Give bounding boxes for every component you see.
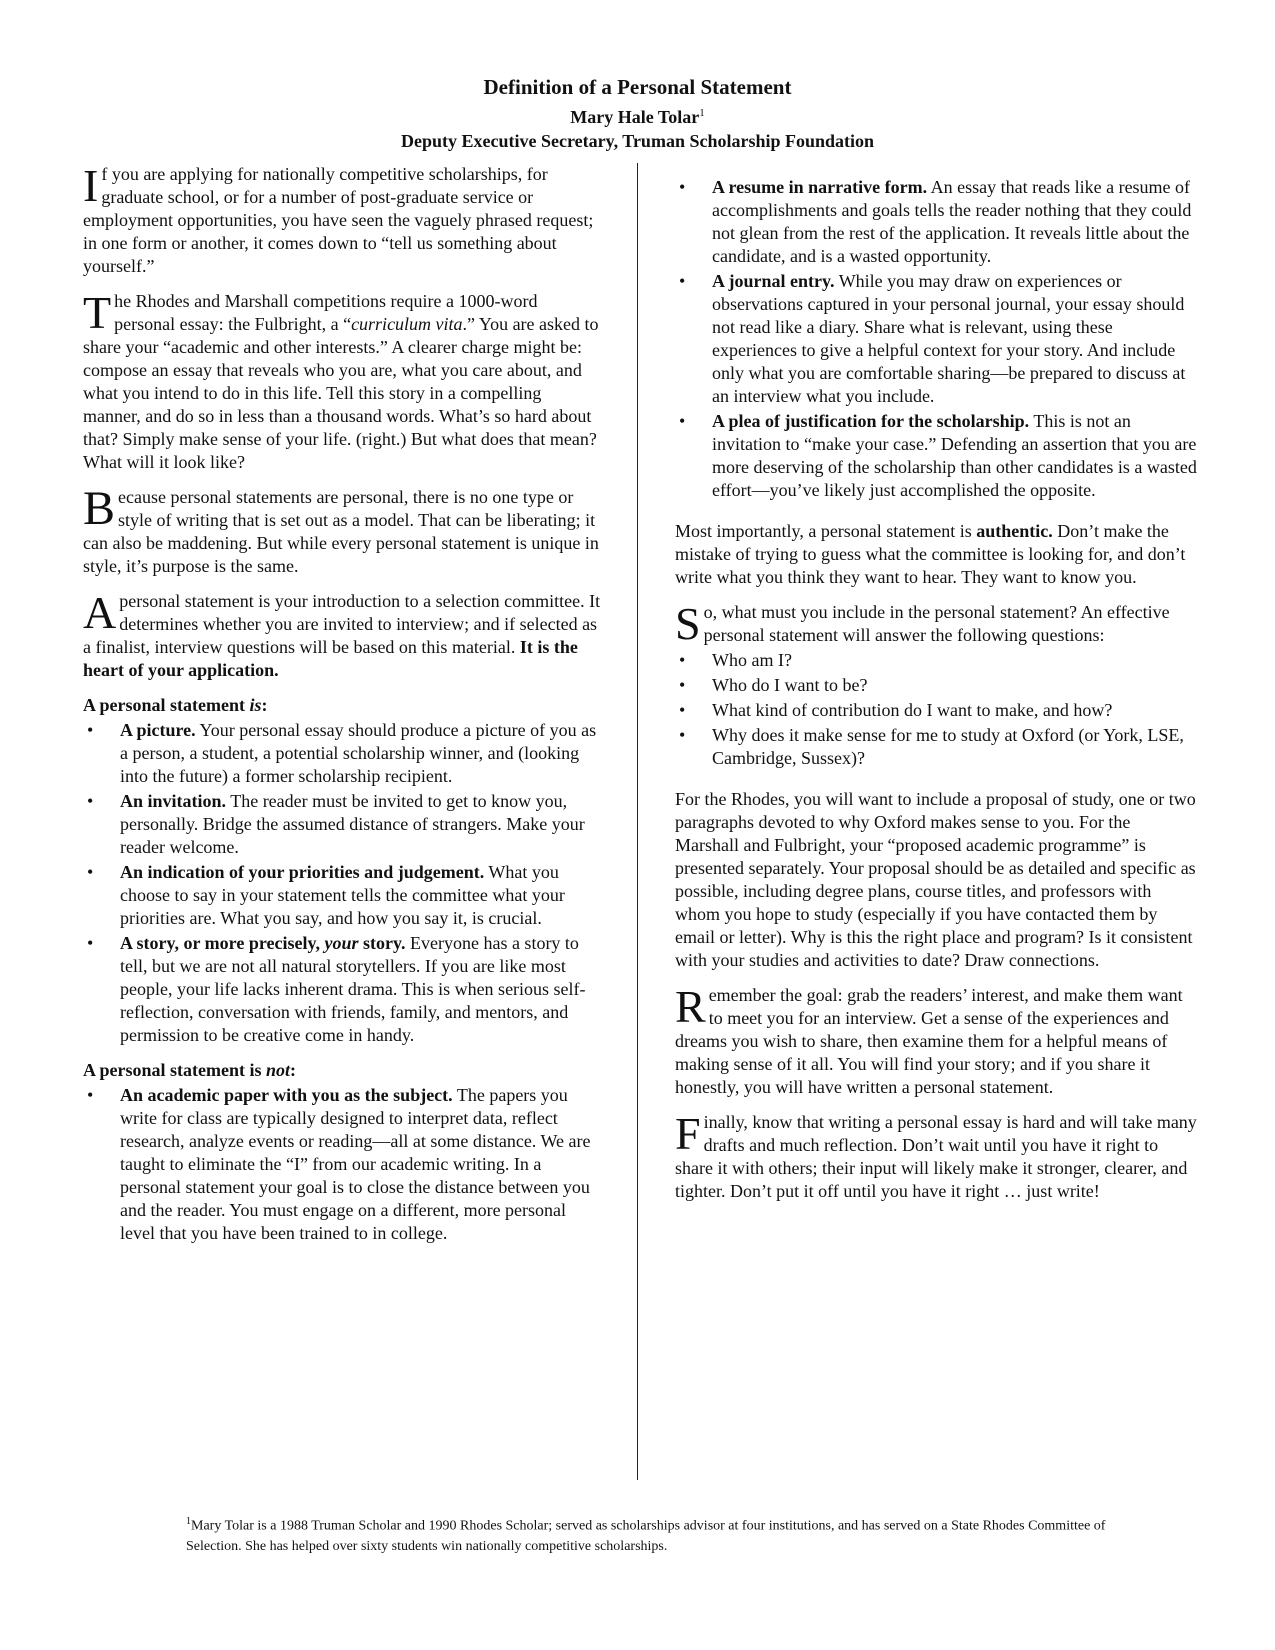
paragraph-authentic [675,520,1197,589]
footnote-marker: 1 [186,1516,191,1527]
list-item [675,410,1197,502]
list-item [675,270,1197,408]
item-body: The papers you write for class are typically designed to interpret data, reflect research, analyze events or reading—all at some distance. We are taught to eliminate the “I” from our academic writing. In a personal statement your goal is to close the distance between you and the reader. You must engage on a different, more personal level that you have been trained to in college. [120,1085,591,1243]
drop-cap: A [83,587,117,638]
paragraph-rhodes-marshall [83,287,601,474]
question-text: What kind of contribution do I want to make, and how? [712,700,1113,720]
drop-cap: R [675,981,706,1032]
bold-text: It is the heart of your application. [83,637,578,680]
paragraph-text: personal statement is your introduction to a selection committee. It determines whether you are invited to interview; and if selected as a finalist, interview questions will be based on this material. [83,591,601,657]
list-item [83,790,601,859]
bullet-icon: • [679,700,686,720]
item-lead [120,933,405,953]
right-column [675,176,1197,1215]
left-column [83,160,601,1257]
list-item [675,674,1197,697]
bullet-icon: • [87,791,94,811]
paragraph-introduction [83,587,601,682]
bullet-icon: • [87,933,94,953]
paragraph-text: inally, know that writing a personal essay is hard and will take many drafts and much reflection. Don’t wait until you have it right to share it with others; their input will likely make it stronger, clearer, and tighter. Don’t put it off until you have it right … just write! [675,1112,1197,1201]
drop-cap: T [83,287,112,338]
item-lead-text: story. [358,933,406,953]
bullet-icon: • [679,650,686,670]
item-lead: A picture. [120,720,196,740]
item-lead: An invitation. [120,791,227,811]
item-lead: A plea of justification for the scholarship. [712,411,1030,431]
paragraph-finally [675,1108,1197,1203]
list-item [675,649,1197,672]
question-text: Why does it make sense for me to study at Oxford (or York, LSE, Cambridge, Sussex)? [712,725,1184,768]
paragraph-text: Most importantly, a personal statement is [675,521,977,541]
paragraph-intro [83,160,601,278]
bullet-icon: • [679,411,686,431]
drop-cap: F [675,1108,701,1159]
paragraph-so [675,598,1197,649]
paragraph-text: o, what must you include in the personal statement? An effective personal statement will answer the following questions: [703,602,1170,645]
heading-text: A personal statement is [83,1060,266,1080]
footnote-text: Mary Tolar is a 1988 Truman Scholar and 1990 Rhodes Scholar; served as scholarships advisor at four institutions, and has served on a State Rhodes Committee of Selection. She has helped over sixty students win nationally competitive scholarships. [186,1518,1106,1554]
paragraph-text: ecause personal statements are personal, there is no one type or style of writing that is set out as a model. That can be liberating; it can also be maddening. But while every personal statement is unique in style, it’s purpose is the same. [83,487,599,576]
paragraph-text: emember the goal: grab the readers’ interest, and make them want to meet you for an interview. Get a sense of the experiences and dreams you wish to share, then examine them for a helpful means of making sense of it all. You will find your story; and if you share it honestly, you will have written a personal statement. [675,985,1183,1097]
heading-italic: is [249,695,262,715]
paragraph-remember [675,981,1197,1099]
bullet-icon: • [679,271,686,291]
bullet-icon: • [87,1085,94,1105]
list-item [83,1084,601,1245]
question-text: Who am I? [712,650,792,670]
list-is [83,719,601,1047]
footnote-marker: 1 [699,107,705,119]
heading-text: A personal statement [83,695,250,715]
list-item [675,176,1197,268]
paragraph-text: Don’t make the mistake of trying to guess what the committee is looking for, and don’t write what you think they want to hear. They want to know you. [675,521,1186,587]
item-lead-text: A story, or more precisely, [120,933,325,953]
drop-cap: B [83,482,116,535]
bullet-icon: • [87,720,94,740]
item-lead: An academic paper with you as the subject. [120,1085,453,1105]
item-body: Everyone has a story to tell, but we are not all natural storytellers. If you are like most people, your life lacks inherent drama. This is when serious self-reflection, conversation with friends, family, and mentors, and permission to be creative come in handy. [120,933,586,1045]
paragraph-text: he Rhodes and Marshall competitions require a 1000-word personal essay: the Fulbright, a “ [114,291,538,334]
list-item [83,719,601,788]
bullet-icon: • [679,177,686,197]
paragraph-because [83,482,601,578]
item-body: Your personal essay should produce a picture of you as a person, a student, a potential scholarship winner, and (looking into the future) a former scholarship recipient. [120,720,597,786]
author-name: Mary Hale Tolar [570,107,700,127]
drop-cap: I [83,160,99,211]
document-header [0,74,1275,153]
item-lead: A journal entry. [712,271,835,291]
column-divider [637,163,638,1480]
heading-italic: not [266,1060,291,1080]
item-lead-italic: your [324,933,359,953]
item-lead: An indication of your priorities and judgement. [120,862,485,882]
italic-term: curriculum vita [351,314,463,334]
question-text: Who do I want to be? [712,675,868,695]
bold-text: authentic. [976,521,1053,541]
bullet-icon: • [679,725,686,745]
list-item [83,861,601,930]
footnote [186,1512,1106,1557]
list-item [675,724,1197,770]
item-body: The reader must be invited to get to know you, personally. Bridge the assumed distance of strangers. Make your reader welcome. [120,791,585,857]
item-body: While you may draw on experiences or observations captured in your personal journal, your essay should not read like a diary. Share what is relevant, using these experiences to give a helpful context for your story. And include only what you are comfortable sharing—be prepared to discuss at an interview what you include. [712,271,1186,406]
item-body: What you choose to say in your statement tells the committee what your priorities are. What you say, and how you say it, is crucial. [120,862,565,928]
section-heading-is [83,694,601,717]
heading-colon: : [290,1060,297,1080]
author-line [0,101,1275,129]
bullet-icon: • [679,675,686,695]
list-item [83,932,601,1047]
paragraph-text: .” You are asked to share your “academic and other interests.” A clearer charge might be: compose an essay that reveals who you are, what you care about, and what you intend to do in this life. Tell this story in a compelling manner, and do so in less than a thousand words. What’s so hard about that? Simply make sense of your life. (right.) But what does that mean? What will it look like? [83,314,599,472]
list-not-continued [675,176,1197,502]
list-questions [675,649,1197,770]
bullet-icon: • [87,862,94,882]
document-title: Definition of a Personal Statement [483,75,792,99]
paragraph-rhodes-proposal: For the Rhodes, you will want to include a proposal of study, one or two paragraphs devoted to why Oxford makes sense to you. For the Marshall and Fulbright, your “proposed academic programme” is presented separately. Your proposal should be as detailed and specific as possible, including degree plans, course titles, and professors with whom you hope to study (especially if you have contacted them by email or letter). Why is this the right place and program? Is it consistent with your studies and activities to date? Draw connections. [675,789,1196,970]
drop-cap: S [675,598,701,649]
heading-colon: : [261,695,268,715]
item-body: An essay that reads like a resume of accomplishments and goals tells the reader nothing that they could not glean from the rest of the application. It reveals little about the candidate, and is a wasted opportunity. [712,177,1192,266]
list-item [675,699,1197,722]
author-affiliation: Deputy Executive Secretary, Truman Scholarship Foundation [400,131,875,151]
item-body: This is not an invitation to “make your case.” Defending an assertion that you are more deserving of the scholarship than other candidates is a wasted effort—you’ve likely just accomplished the opposite. [712,411,1197,500]
section-heading-not [83,1059,601,1082]
list-not [83,1084,601,1245]
item-lead: A resume in narrative form. [712,177,928,197]
paragraph-text: f you are applying for nationally competitive scholarships, for graduate school, or for a number of post-graduate service or employment opportunities, you have seen the vaguely phrased request; in one form or another, it comes down to “tell us something about yourself.” [83,164,594,276]
